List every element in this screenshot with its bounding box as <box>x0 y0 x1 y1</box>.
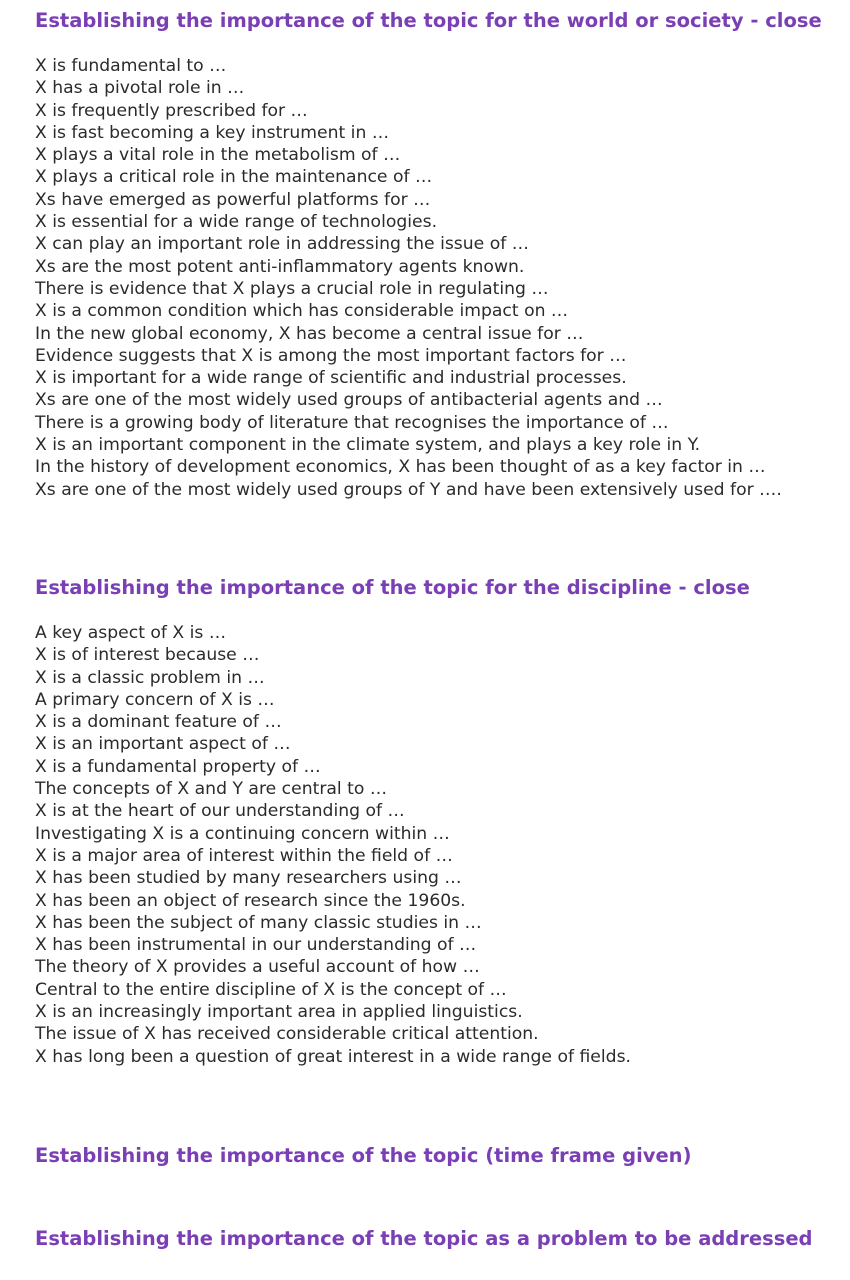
phrase-item: Xs are one of the most widely used groups of antibacterial agents and … <box>35 390 663 411</box>
phrase-item: The issue of X has received considerable critical attention. <box>35 1024 539 1045</box>
phrase-item: X is a major area of interest within the field of … <box>35 845 453 866</box>
section-heading-time-frame: Establishing the importance of the topic (time frame given) <box>35 1144 692 1167</box>
phrase-item: Xs are the most potent anti-inflammatory agents known. <box>35 256 525 277</box>
phrase-item: X is an increasingly important area in applied linguistics. <box>35 1002 523 1023</box>
section-heading-discipline: Establishing the importance of the topic for the discipline - close <box>35 576 750 599</box>
phrase-item: X is at the heart of our understanding of … <box>35 801 405 822</box>
phrase-item: In the new global economy, X has become a central issue for … <box>35 323 584 344</box>
phrase-item: In the history of development economics, X has been thought of as a key factor in … <box>35 457 766 478</box>
phrase-item: X has a pivotal role in … <box>35 78 245 99</box>
phrase-item: X is essential for a wide range of technologies. <box>35 212 438 233</box>
phrase-item: There is evidence that X plays a crucial role in regulating … <box>35 278 549 299</box>
phrase-item: X has long been a question of great interest in a wide range of fields. <box>35 1046 631 1067</box>
phrase-item: X is fast becoming a key instrument in … <box>35 122 390 143</box>
phrase-item: The theory of X provides a useful account of how … <box>35 957 480 978</box>
phrase-item: The concepts of X and Y are central to … <box>35 779 388 800</box>
phrase-item: X plays a vital role in the metabolism of … <box>35 145 401 166</box>
phrase-item: A key aspect of X is … <box>35 623 227 643</box>
phrase-item: X has been the subject of many classic studies in … <box>35 912 482 933</box>
phrase-item: Investigating X is a continuing concern within … <box>35 823 450 844</box>
phrase-item: Evidence suggests that X is among the most important factors for … <box>35 345 627 366</box>
phrase-item: Xs are one of the most widely used groups of Y and have been extensively used for …. <box>35 479 782 500</box>
phrase-item: X is a fundamental property of … <box>35 756 321 777</box>
phrase-item: X is fundamental to … <box>35 56 227 76</box>
phrase-item: X is frequently prescribed for … <box>35 100 308 121</box>
phrase-item: X can play an important role in addressing the issue of … <box>35 234 529 255</box>
phrase-item: X is a common condition which has considerable impact on … <box>35 301 569 322</box>
phrase-item: Central to the entire discipline of X is the concept of … <box>35 979 507 1000</box>
phrase-item: A primary concern of X is … <box>35 689 275 710</box>
phrase-item: X is important for a wide range of scientific and industrial processes. <box>35 368 627 389</box>
phrase-item: X is a dominant feature of … <box>35 712 282 733</box>
phrase-item: X is of interest because … <box>35 645 260 666</box>
phrase-item: There is a growing body of literature that recognises the importance of … <box>35 412 669 433</box>
phrase-item: X is an important aspect of … <box>35 734 291 755</box>
phrase-item: X has been an object of research since the 1960s. <box>35 890 466 911</box>
phrase-list-world-society <box>35 55 782 501</box>
phrase-item: X is an important component in the climate system, and plays a key role in Y. <box>35 435 701 456</box>
phrase-item: X has been studied by many researchers using … <box>35 868 462 889</box>
section-heading-world-society: Establishing the importance of the topic for the world or society - close <box>35 9 822 32</box>
phrase-item: X plays a critical role in the maintenance of … <box>35 167 433 188</box>
phrase-item: X has been instrumental in our understanding of … <box>35 935 477 956</box>
phrase-item: Xs have emerged as powerful platforms for … <box>35 189 431 210</box>
phrase-item: X is a classic problem in … <box>35 667 265 688</box>
phrase-list-discipline <box>35 622 631 1068</box>
section-heading-problem: Establishing the importance of the topic as a problem to be addressed <box>35 1227 813 1250</box>
